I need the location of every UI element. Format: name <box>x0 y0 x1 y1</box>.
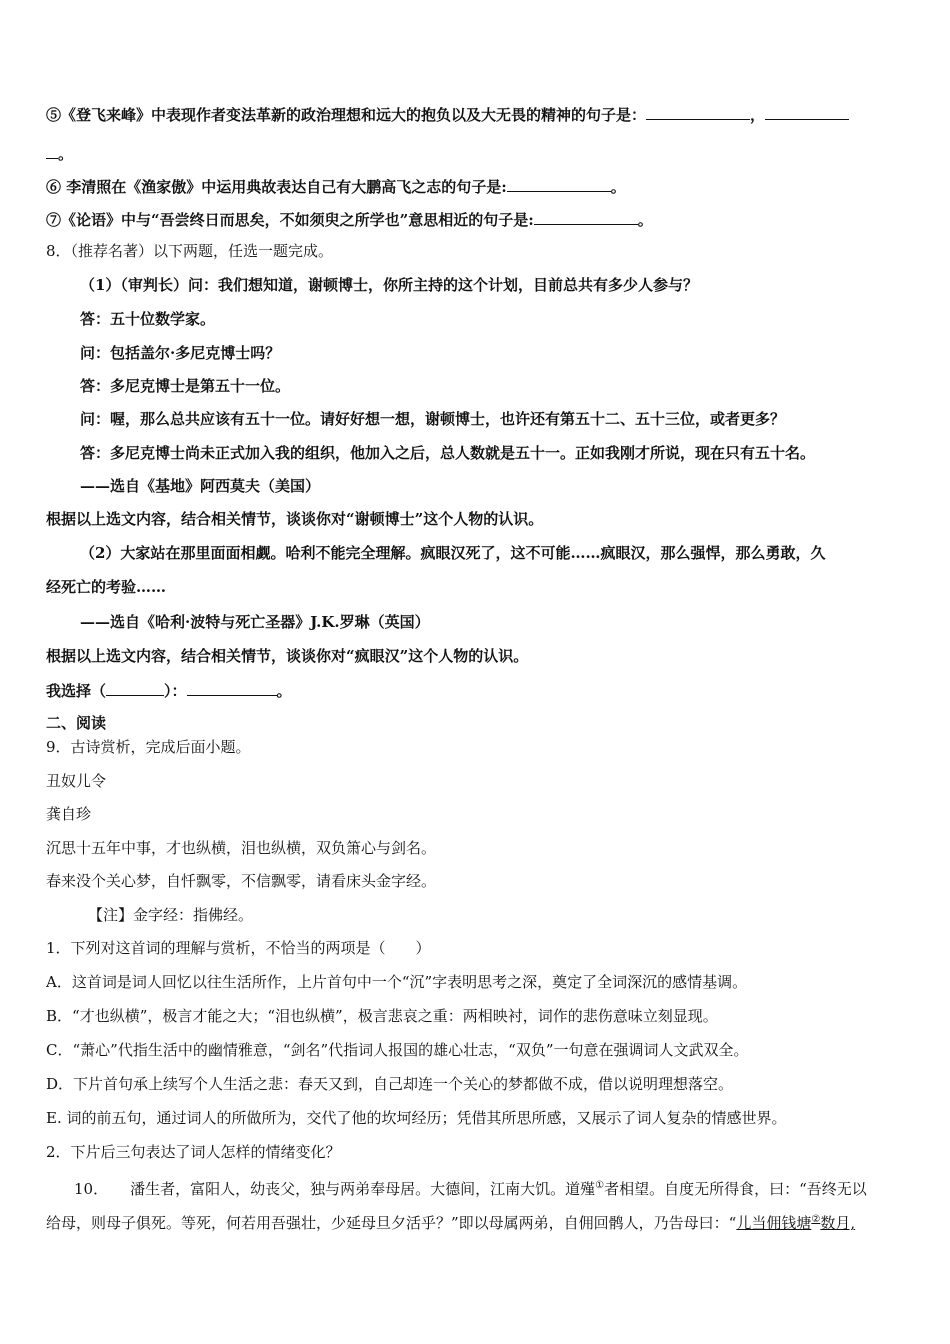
q5-blank-3[interactable] <box>46 142 58 159</box>
q6-end: 。 <box>610 178 626 196</box>
q10-number: 10． <box>74 1180 109 1198</box>
q8-part1-line: （1）（审判长）问：我们想知道，谢顿博士，你所主持的这个计划，目前总共有多少人参与？ <box>80 276 698 294</box>
q5-comma: ， <box>750 106 766 124</box>
q8-part1-prompt: 根据以上选文内容，结合相关情节，谈谈你对“谢顿博士”这个人物的认识。 <box>46 510 544 528</box>
q5-line-cont <box>46 142 910 164</box>
poem-author: 龚自珍 <box>46 805 92 823</box>
option-c: C．“萧心”代指生活中的幽情雅意，“剑名”代指词人报国的雄心壮志，“双负”一句意在强调词人文武双全。 <box>46 1041 749 1059</box>
q8-part2-line2: 经死亡的考验…… <box>46 578 167 596</box>
poem-title: 丑奴儿令 <box>46 772 107 790</box>
q10-text: 给母，则母子俱死。等死，何若用吾强壮，少延母旦夕活乎？”即以母属两弟，自佣回鹘人，乃告母曰：“ <box>46 1214 737 1232</box>
q9-sub2: 2．下片后三句表达了词人怎样的情绪变化？ <box>46 1143 341 1161</box>
q8-choice-line <box>46 679 910 701</box>
poem-line: 春来没个关心梦，自忏飘零，不信飘零，请看床头金字经。 <box>46 872 437 890</box>
q10-line2 <box>46 1210 910 1233</box>
q10-line1 <box>74 1176 910 1199</box>
choice-mid: ）： <box>164 682 187 700</box>
q5-line <box>46 103 910 125</box>
footnote-marker[interactable]: ② <box>811 1214 821 1225</box>
q10-underlined-text: 儿当佣钱塘 <box>736 1214 812 1232</box>
q7-line <box>46 208 910 230</box>
q6-text: ⑥ 李清照在《渔家傲》中运用典故表达自己有大鹏高飞之志的句子是: <box>46 178 507 196</box>
choice-blank[interactable] <box>106 679 164 696</box>
q8-part1-line: 问：喔，那么总共应该有五十一位。请好好想一想，谢顿博士，也许还有第五十二、五十三位，或者更多？ <box>80 410 786 428</box>
q8-heading: 8．（推荐名著）以下两题，任选一题完成。 <box>46 242 334 260</box>
q9-sub1: 1．下列对这首词的理解与赏析，不恰当的两项是（ ） <box>46 939 431 957</box>
q8-part2-source: ——选自《哈利·波特与死亡圣器》J.K.罗琳（英国） <box>80 613 430 631</box>
q8-part1-source: ——选自《基地》阿西莫夫（美国） <box>80 477 321 495</box>
q7-blank[interactable] <box>534 208 638 225</box>
q8-part1-line: 答：多尼克博士是第五十一位。 <box>80 377 291 395</box>
option-b: B．“才也纵横”，极言才能之大；“泪也纵横”，极言悲哀之重：两相映衬，词作的悲伤意味立刻显现。 <box>46 1007 718 1025</box>
section-title: 二、阅读 <box>46 714 107 732</box>
q7-end: 。 <box>637 211 653 229</box>
q5-end: 。 <box>58 145 74 163</box>
choice-answer-blank[interactable] <box>187 679 277 696</box>
footnote-marker[interactable]: ① <box>595 1180 605 1191</box>
q10-text: 潘生者，富阳人，幼丧父，独与两弟奉母居。大德间，江南大饥。道殣 <box>130 1180 596 1198</box>
q5-text: ⑤《登飞来峰》中表现作者变法革新的政治理想和远大的抱负以及大无畏的精神的句子是： <box>46 106 647 124</box>
choice-prefix: 我选择（ <box>46 682 107 700</box>
q10-text: 者相望。自度无所得食，曰：“吾终无以 <box>604 1180 867 1198</box>
q9-heading: 9．古诗赏析，完成后面小题。 <box>46 738 251 756</box>
q5-blank-2[interactable] <box>765 103 849 120</box>
q6-line <box>46 175 910 197</box>
poem-note: 【注】金字经：指佛经。 <box>88 906 254 924</box>
option-e: E. 词的前五句，通过词人的所做所为，交代了他的坎坷经历；凭借其所思所感，又展示了词人复杂的情感世界。 <box>46 1109 787 1127</box>
choice-end: 。 <box>276 682 292 700</box>
poem-line: 沉思十五年中事，才也纵横，泪也纵横，双负箫心与剑名。 <box>46 839 437 857</box>
q8-part2-line1: （2）大家站在那里面面相觑。哈利不能完全理解。疯眼汉死了，这不可能……疯眼汉，那么强悍，那么勇敢，久 <box>80 544 826 562</box>
q8-part1-line: 答：五十位数学家。 <box>80 310 216 328</box>
q7-text: ⑦《论语》中与“吾尝终日而思矣，不如须臾之所学也”意思相近的句子是: <box>46 211 534 229</box>
option-a: A．这首词是词人回忆以往生活所作，上片首句中一个“沉”字表明思考之深，奠定了全词深沉的感情基调。 <box>46 973 748 991</box>
q6-blank[interactable] <box>507 175 611 192</box>
q8-part2-prompt: 根据以上选文内容，结合相关情节，谈谈你对“疯眼汉”这个人物的认识。 <box>46 647 529 665</box>
q8-part1-line: 答：多尼克博士尚未正式加入我的组织，他加入之后，总人数就是五十一。正如我刚才所说，现在只有五十名。 <box>80 444 816 462</box>
q8-part1-line: 问：包括盖尔·多尼克博士吗？ <box>80 344 281 362</box>
q10-underlined-text: 数月, <box>820 1214 856 1232</box>
q5-blank-1[interactable] <box>646 103 750 120</box>
option-d: D．下片首句承上续写个人生活之悲：春天又到，自己却连一个关心的梦都做不成，借以说明理想落空。 <box>46 1075 734 1093</box>
